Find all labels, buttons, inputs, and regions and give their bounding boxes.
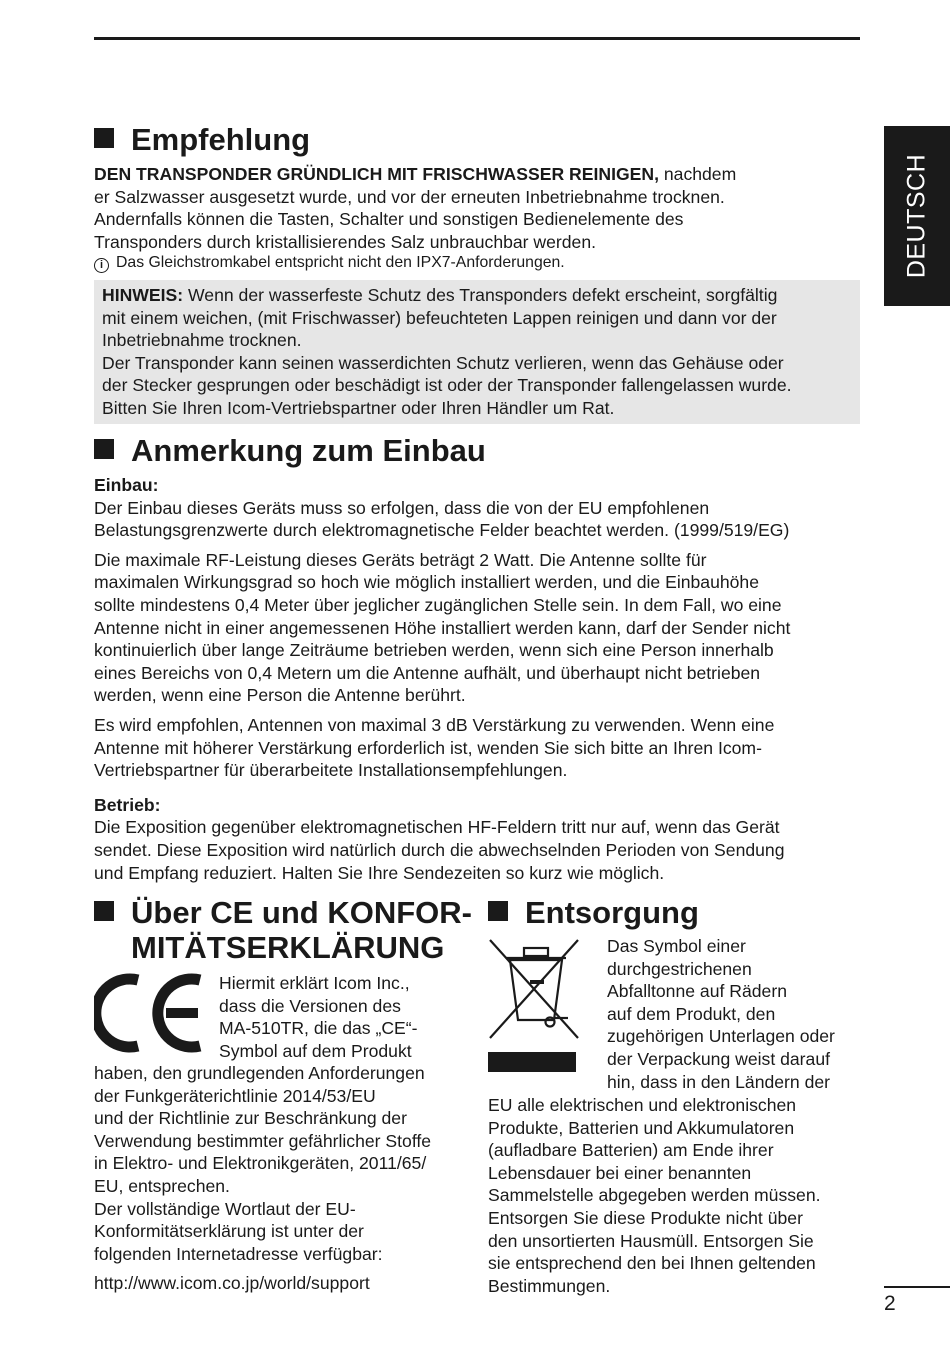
ce-line: Hiermit erklärt Icom Inc.,: [219, 973, 410, 993]
entsorgung-line: Produkte, Batterien und Akkumulatoren: [488, 1117, 795, 1138]
empfehlung-line: er Salzwasser ausgesetzt wurde, und vor der erneuten Inbetriebnahme trocknen.: [94, 186, 725, 207]
einbau-line: Belastungsgrenzwerte durch elektromagnetische Felder beachtet werden. (1999/519/EG): [94, 520, 790, 541]
ce-beside-logo: [219, 972, 469, 1062]
square-bullet-icon: [488, 901, 508, 921]
ce-line: dass die Versionen des: [219, 995, 401, 1016]
empfehlung-body: [94, 163, 864, 273]
rf-line: werden, wenn eine Person die Antenne berührt.: [94, 685, 466, 706]
ce-line: EU, entsprechen.: [94, 1175, 230, 1196]
empfehlung-line: DEN TRANSPONDER GRÜNDLICH MIT FRISCHWASSER REINIGEN, nachdem: [94, 164, 737, 184]
section-title-empfehlung: Empfehlung: [94, 122, 310, 158]
ce-mark-icon: [94, 972, 206, 1054]
entsorgung-line: Das Symbol einer: [607, 936, 746, 956]
language-tab: [884, 126, 950, 306]
ce-line: der Funkgeräterichtlinie 2014/53/EU: [94, 1085, 376, 1106]
empfehlung-line: Andernfalls können die Tasten, Schalter und sonstigen Bedienelemente des: [94, 209, 684, 230]
rf-line: maximalen Wirkungsgrad so hoch wie möglich installiert werden, und die Einbauhöhe: [94, 572, 760, 593]
square-bullet-icon: [94, 128, 114, 148]
einbau-line: Der Einbau dieses Geräts muss so erfolgen, dass die von der EU empfohlenen: [94, 497, 710, 518]
ce-line: Der vollständige Wortlaut der EU-: [94, 1198, 356, 1219]
einbau-label: Einbau:: [94, 475, 159, 495]
entsorgung-line: Sammelstelle abgegeben werden müssen.: [488, 1185, 821, 1206]
rf-line: Antenne nicht in einer angemessenen Höhe installiert werden kann, darf der Sender nicht: [94, 617, 791, 638]
ce-line: und der Richtlinie zur Beschränkung der: [94, 1108, 407, 1129]
entsorgung-body: [488, 1094, 878, 1297]
square-bullet-icon: [94, 439, 114, 459]
page-number: 2: [884, 1292, 896, 1315]
info-note: i Das Gleichstromkabel entspricht nicht den IPX7-Anforderungen.: [94, 253, 864, 273]
betrieb-line: Die Exposition gegenüber elektromagnetischen HF-Feldern tritt nur auf, wenn das Gerät: [94, 817, 780, 838]
section-title-entsorgung: Entsorgung: [488, 895, 699, 931]
ce-line: Konformitätserklärung ist unter der: [94, 1221, 364, 1242]
betrieb-line: und Empfang reduziert. Halten Sie Ihre Sendezeiten so kurz wie möglich.: [94, 862, 665, 883]
entsorgung-line: Lebensdauer bei einer benannten: [488, 1162, 752, 1183]
entsorgung-line: Bestimmungen.: [488, 1275, 611, 1296]
rf-line: kontinuierlich über lange Zeiträume betrieben werden, wenn sich eine Person innerhalb: [94, 640, 774, 661]
hinweis-box: [94, 280, 860, 424]
rf-line: sollte mindestens 0,4 Meter über jeglicher zugänglichen Stelle sein. In dem Fall, wo eine: [94, 594, 782, 615]
section-title-ce: Über CE und KONFOR- MITÄTSERKLÄRUNG: [94, 895, 472, 965]
entsorgung-line: hin, dass in den Ländern der: [607, 1071, 831, 1092]
ce-line: folgenden Internetadresse verfügbar:: [94, 1243, 383, 1264]
hinweis-line: HINWEIS: Wenn der wasserfeste Schutz des Transponders defekt erscheint, sorgfältig: [102, 285, 778, 305]
entsorgung-line: zugehörigen Unterlagen oder: [607, 1026, 835, 1047]
rf-line: Die maximale RF-Leistung dieses Geräts beträgt 2 Watt. Die Antenne sollte für: [94, 549, 707, 570]
entsorgung-line: EU alle elektrischen und elektronischen: [488, 1095, 797, 1115]
hinweis-line: Inbetriebnahme trocknen.: [102, 330, 302, 351]
entsorgung-line: der Verpackung weist darauf: [607, 1048, 830, 1069]
ce-line: Verwendung bestimmter gefährlicher Stoffe: [94, 1130, 432, 1151]
entsorgung-line: sie entsprechend den bei Ihnen geltenden: [488, 1253, 816, 1274]
hinweis-line: mit einem weichen, (mit Frischwasser) befeuchteten Lappen reinigen und dann vor der: [102, 307, 777, 328]
support-url[interactable]: http://www.icom.co.jp/world/support: [94, 1273, 370, 1294]
hinweis-line: Bitten Sie Ihren Icom-Vertriebspartner oder Ihren Händler um Rat.: [102, 397, 615, 418]
square-bullet-icon: [94, 901, 114, 921]
hinweis-line: Der Transponder kann seinen wasserdichten Schutz verlieren, wenn das Gehäuse oder: [102, 352, 784, 373]
rf-line: eines Bereichs von 0,4 Metern um die Antenne aufhält, und überhaupt nicht betrieben: [94, 662, 761, 683]
betrieb-line: sendet. Diese Exposition wird natürlich durch die abwechselnden Perioden von Sendung: [94, 839, 785, 860]
crossed-out-wheelie-bin-icon: [488, 934, 582, 1074]
ce-line: haben, den grundlegenden Anforderungen: [94, 1063, 425, 1083]
entsorgung-line: durchgestrichenen: [607, 958, 752, 979]
entsorgung-beside-icon: [607, 935, 867, 1093]
language-tab-label: DEUTSCH: [902, 153, 931, 279]
betrieb-label: Betrieb:: [94, 794, 161, 815]
section-title-einbau: Anmerkung zum Einbau: [94, 433, 486, 469]
entsorgung-line: auf dem Produkt, den: [607, 1003, 776, 1024]
einbau-body: [94, 474, 864, 884]
footer-rule: [884, 1286, 950, 1288]
info-icon: i: [94, 258, 109, 273]
hinweis-line: der Stecker gesprungen oder beschädigt ist oder der Transponder fallengelassen wurde.: [102, 375, 792, 396]
top-rule: [94, 37, 860, 40]
empfehlung-line: Transponders durch kristallisierendes Salz unbrauchbar werden.: [94, 231, 597, 252]
ce-line: MA-510TR, die das „CE“-: [219, 1018, 418, 1039]
entsorgung-line: (aufladbare Batterien) am Ende ihrer: [488, 1140, 774, 1161]
entsorgung-line: den unsortierten Hausmüll. Entsorgen Sie: [488, 1230, 814, 1251]
entsorgung-line: Entsorgen Sie diese Produkte nicht über: [488, 1207, 803, 1228]
antenna-line: Es wird empfohlen, Antennen von maximal 3 dB Verstärkung zu verwenden. Wenn eine: [94, 714, 775, 735]
entsorgung-line: Abfalltonne auf Rädern: [607, 981, 787, 1002]
antenna-line: Vertriebspartner für überarbeitete Installationsempfehlungen.: [94, 760, 568, 781]
ce-body: [94, 1062, 474, 1295]
ce-line: Symbol auf dem Produkt: [219, 1040, 412, 1061]
antenna-line: Antenne mit höherer Verstärkung erforderlich ist, wenden Sie sich bitte an Ihren Icom-: [94, 737, 762, 758]
ce-line: in Elektro- und Elektronikgeräten, 2011/65/: [94, 1153, 427, 1174]
